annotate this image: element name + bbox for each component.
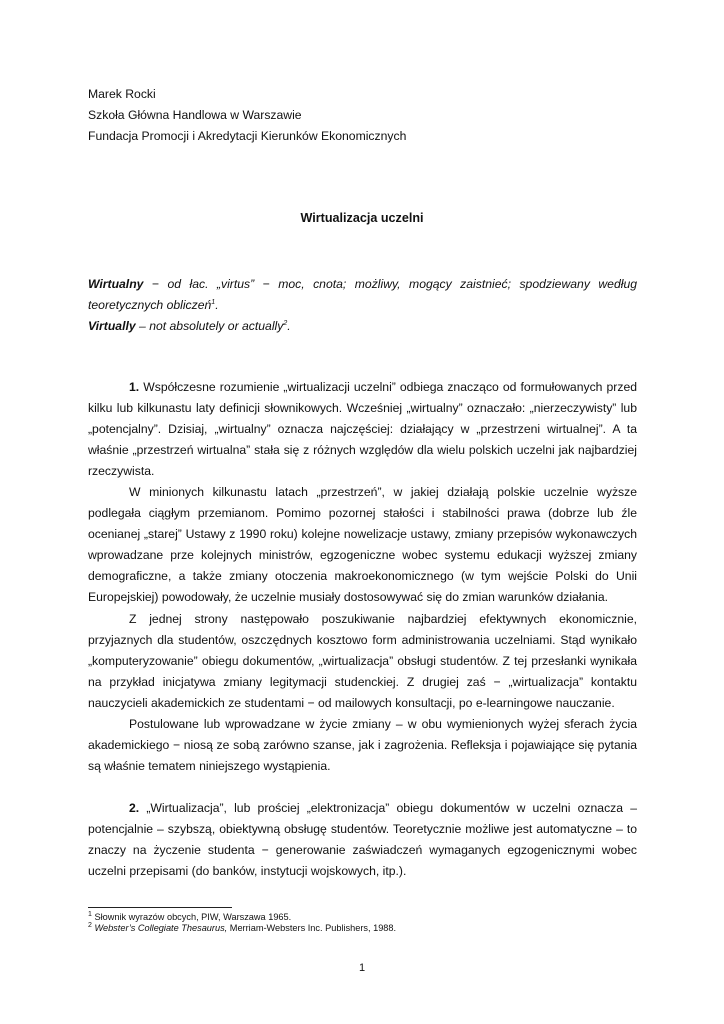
footnote-ref-2[interactable]: 2 bbox=[283, 319, 288, 327]
section-number-2: 2. bbox=[129, 800, 140, 815]
author-name: Marek Rocki bbox=[88, 87, 156, 101]
definitions-block bbox=[88, 274, 637, 337]
affiliation-university: Szkoła Główna Handlowa w Warszawie bbox=[88, 108, 302, 122]
author-block bbox=[88, 84, 406, 147]
footnote-1: $^1$ Słownik wyrazów obcych, PIW, Warszawa 1965. bbox=[88, 910, 292, 922]
paragraph-1: 1. Współczesne rozumienie „wirtualizacji uczelni” odbiega znacząco od formułowanych przed kilku lub kilkunastu laty definicji słownikowych. Wcześniej „wirtualny” oznaczało: „nierzeczywisty” lub „potencjalny”. Dzisiaj, „wirtualny” oznacza najczęściej: działający w „przestrzeni wirtualnej”. A ta właśnie „przestrzeń wirtualna” stała się z różnych względów dla wielu polskich uczelni jak najbardziej rzeczywista. bbox=[88, 380, 637, 479]
page-number: 1 bbox=[358, 962, 366, 974]
section-number-1: 1. bbox=[129, 380, 140, 394]
definition-polish: Wirtualny − od łac. „virtus” − moc, cnota; możliwy, mogący zaistnieć; spodziewany według teoretycznych obliczeń$^1$. bbox=[88, 277, 637, 312]
footnotes bbox=[88, 912, 396, 934]
footnote-separator bbox=[88, 907, 232, 908]
paragraph-3: Z jednej strony następowało poszukiwanie najbardziej efektywnych ekonomicznie, przyjaznych dla studentów, oszczędnych kosztowo form administrowania uczelniami. Stąd wynikało „komputeryzowanie” obiegu dokumentów, „wirtualizacja” obsługi studentów. Z tej przesłanki wynikała na przykład inicjatywa zmiany legitymacji studenckiej. Z drugiej zaś − „wirtualizacja” kontaktu nauczycieli akademickich ze studentami − od mailowych konsultacji, po e-learningowe nauczanie. bbox=[88, 611, 637, 710]
footnote-ref-1[interactable]: 1 bbox=[211, 298, 216, 306]
document-title: Wirtualizacja uczelni bbox=[300, 211, 424, 225]
affiliation-foundation: Fundacja Promocji i Akredytacji Kierunków Ekonomicznych bbox=[88, 129, 407, 143]
paragraph-2: W minionych kilkunastu latach „przestrzeń”, w jakiej działają polskie uczelnie wyższe podlegała ciągłym przemianom. Pomimo pozornej stałości i stabilności prawa (dobrze lub źle ocenianej „starej” Ustawy z 1990 roku) kolejne nowelizacje ustawy, zmiany przepisów wykonawczych wprowadzane prze kolejnych ministrów, egzogeniczne wobec systemu edukacji wyższej zmiany demograficzne, a także zmiany otoczenia makroekonomicznego (w tym wejście Polski do Unii Europejskiej) powodowały, że uczelnie musiały dostosowywać się do zmian warunków działania. bbox=[88, 485, 637, 605]
body-text bbox=[88, 377, 637, 882]
term-virtually: Virtually bbox=[88, 319, 136, 333]
definition-english: Virtually – not absolutely or actually$^2$. bbox=[88, 319, 291, 333]
paragraph-4: Postulowane lub wprowadzane w życie zmiany – w obu wymienionych wyżej sferach życia akademickiego − niosą ze sobą zarówno szanse, jak i zagrożenia. Refleksja i pojawiające się pytania są właśnie tematem niniejszego wystąpienia. bbox=[88, 716, 637, 773]
paragraph-5: 2. „Wirtualizacja”, lub prościej „elektronizacja” obiegu dokumentów w uczelni oznacza – potencjalnie – szybszą, obiektywną obsługę studentów. Teoretycznie możliwe jest automatyczne – to znaczy na życzenie studenta − generowanie zaświadczeń wymaganych egzogenicznymi wobec uczelni przepisami (do banków, instytucji wojskowych, itp.). bbox=[88, 800, 637, 879]
term-wirtualny: Wirtualny bbox=[88, 277, 144, 291]
footnote-2: $^2$ Webster’s Collegiate Thesaurus, Merriam-Websters Inc. Publishers, 1988. bbox=[88, 921, 397, 933]
